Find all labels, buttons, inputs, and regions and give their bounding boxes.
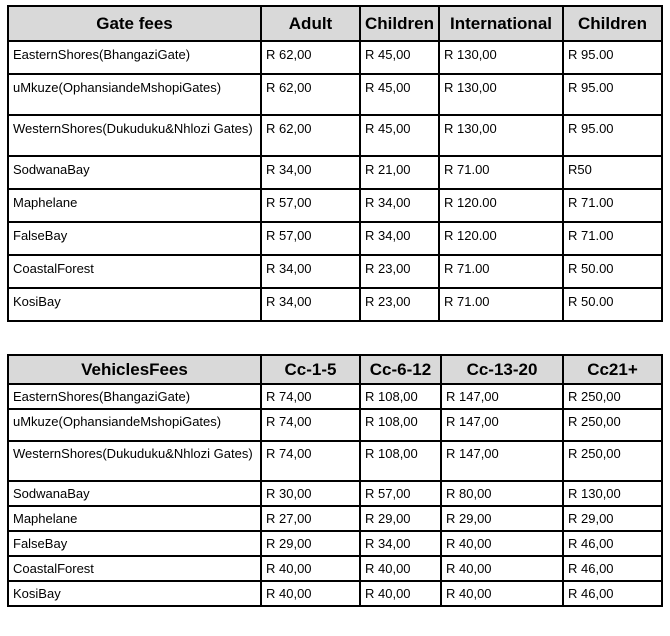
fee-cell: R 120.00 (439, 222, 563, 255)
vehicle-fees-table (7, 354, 663, 607)
table-row (8, 384, 662, 409)
table-row (8, 288, 662, 321)
fee-cell: R 71.00 (439, 288, 563, 321)
location-cell: SodwanaBay (8, 481, 261, 506)
fee-cell: R50 (563, 156, 662, 189)
fee-cell: R 23,00 (360, 288, 439, 321)
fee-cell: R 57,00 (261, 222, 360, 255)
fee-cell: R 130,00 (563, 481, 662, 506)
fee-cell: R 45,00 (360, 41, 439, 74)
table-row (8, 189, 662, 222)
table-row (8, 531, 662, 556)
fee-cell: R 40,00 (360, 556, 441, 581)
fee-cell: R 45,00 (360, 74, 439, 115)
gate-fees-table (7, 5, 663, 322)
table-row (8, 581, 662, 606)
fee-cell: R 130,00 (439, 74, 563, 115)
fee-cell: R 45,00 (360, 115, 439, 156)
location-cell: uMkuze(OphansiandeMshopiGates) (8, 74, 261, 115)
column-header: Gate fees (8, 6, 261, 41)
fee-cell: R 46,00 (563, 556, 662, 581)
fee-cell: R 130,00 (439, 41, 563, 74)
location-cell: WesternShores(Dukuduku&Nhlozi Gates) (8, 115, 261, 156)
fee-cell: R 40,00 (261, 581, 360, 606)
column-header: Adult (261, 6, 360, 41)
fee-cell: R 40,00 (360, 581, 441, 606)
fee-cell: R 250,00 (563, 441, 662, 481)
fee-cell: R 34,00 (360, 189, 439, 222)
fee-cell: R 46,00 (563, 531, 662, 556)
fee-cell: R 40,00 (261, 556, 360, 581)
location-cell: EasternShores(BhangaziGate) (8, 41, 261, 74)
fee-cell: R 108,00 (360, 409, 441, 441)
fee-cell: R 23,00 (360, 255, 439, 288)
table-row (8, 115, 662, 156)
fee-cell: R 120.00 (439, 189, 563, 222)
table-row (8, 255, 662, 288)
fee-cell: R 74,00 (261, 384, 360, 409)
fee-cell: R 40,00 (441, 531, 563, 556)
fee-cell: R 40,00 (441, 556, 563, 581)
fee-cell: R 34,00 (360, 222, 439, 255)
location-cell: FalseBay (8, 222, 261, 255)
column-header: Cc-6-12 (360, 355, 441, 384)
table-row (8, 481, 662, 506)
fee-cell: R 74,00 (261, 409, 360, 441)
fee-cell: R 50.00 (563, 255, 662, 288)
fee-cell: R 29,00 (441, 506, 563, 531)
fee-cell: R 108,00 (360, 441, 441, 481)
fee-cell: R 29,00 (261, 531, 360, 556)
location-cell: SodwanaBay (8, 156, 261, 189)
fee-cell: R 147,00 (441, 384, 563, 409)
fee-cell: R 80,00 (441, 481, 563, 506)
fee-cell: R 71.00 (439, 156, 563, 189)
table-row (8, 556, 662, 581)
fee-cell: R 108,00 (360, 384, 441, 409)
fee-cell: R 95.00 (563, 115, 662, 156)
table-row (8, 41, 662, 74)
fee-cell: R 50.00 (563, 288, 662, 321)
location-cell: CoastalForest (8, 255, 261, 288)
column-header: Children (360, 6, 439, 41)
fee-cell: R 34,00 (261, 288, 360, 321)
column-header: Cc-1-5 (261, 355, 360, 384)
table-row (8, 441, 662, 481)
column-header: Cc-13-20 (441, 355, 563, 384)
fee-cell: R 147,00 (441, 441, 563, 481)
fee-cell: R 250,00 (563, 409, 662, 441)
location-cell: CoastalForest (8, 556, 261, 581)
column-header: VehiclesFees (8, 355, 261, 384)
fee-cell: R 71.00 (439, 255, 563, 288)
fee-cell: R 71.00 (563, 189, 662, 222)
gate-fees-header-row (8, 6, 662, 41)
fee-cell: R 62,00 (261, 74, 360, 115)
location-cell: FalseBay (8, 531, 261, 556)
fee-cell: R 250,00 (563, 384, 662, 409)
table-row (8, 222, 662, 255)
table-row (8, 156, 662, 189)
fee-cell: R 95.00 (563, 41, 662, 74)
fee-cell: R 46,00 (563, 581, 662, 606)
fee-cell: R 147,00 (441, 409, 563, 441)
location-cell: WesternShores(Dukuduku&Nhlozi Gates) (8, 441, 261, 481)
table-row (8, 409, 662, 441)
location-cell: uMkuze(OphansiandeMshopiGates) (8, 409, 261, 441)
fee-cell: R 130,00 (439, 115, 563, 156)
fee-cell: R 30,00 (261, 481, 360, 506)
fee-cell: R 95.00 (563, 74, 662, 115)
location-cell: KosiBay (8, 581, 261, 606)
fee-cell: R 57,00 (360, 481, 441, 506)
table-row (8, 74, 662, 115)
table-row (8, 506, 662, 531)
column-header: Cc21+ (563, 355, 662, 384)
fee-cell: R 27,00 (261, 506, 360, 531)
fee-cell: R 34,00 (261, 156, 360, 189)
fee-cell: R 62,00 (261, 115, 360, 156)
fee-cell: R 62,00 (261, 41, 360, 74)
fee-cell: R 34,00 (261, 255, 360, 288)
location-cell: EasternShores(BhangaziGate) (8, 384, 261, 409)
column-header: International (439, 6, 563, 41)
fee-cell: R 74,00 (261, 441, 360, 481)
fee-cell: R 34,00 (360, 531, 441, 556)
fee-cell: R 40,00 (441, 581, 563, 606)
fee-cell: R 71.00 (563, 222, 662, 255)
location-cell: Maphelane (8, 189, 261, 222)
fee-cell: R 29,00 (360, 506, 441, 531)
location-cell: KosiBay (8, 288, 261, 321)
vehicle-fees-header-row (8, 355, 662, 384)
location-cell: Maphelane (8, 506, 261, 531)
fee-cell: R 57,00 (261, 189, 360, 222)
fee-cell: R 21,00 (360, 156, 439, 189)
column-header: Children (563, 6, 662, 41)
fee-cell: R 29,00 (563, 506, 662, 531)
